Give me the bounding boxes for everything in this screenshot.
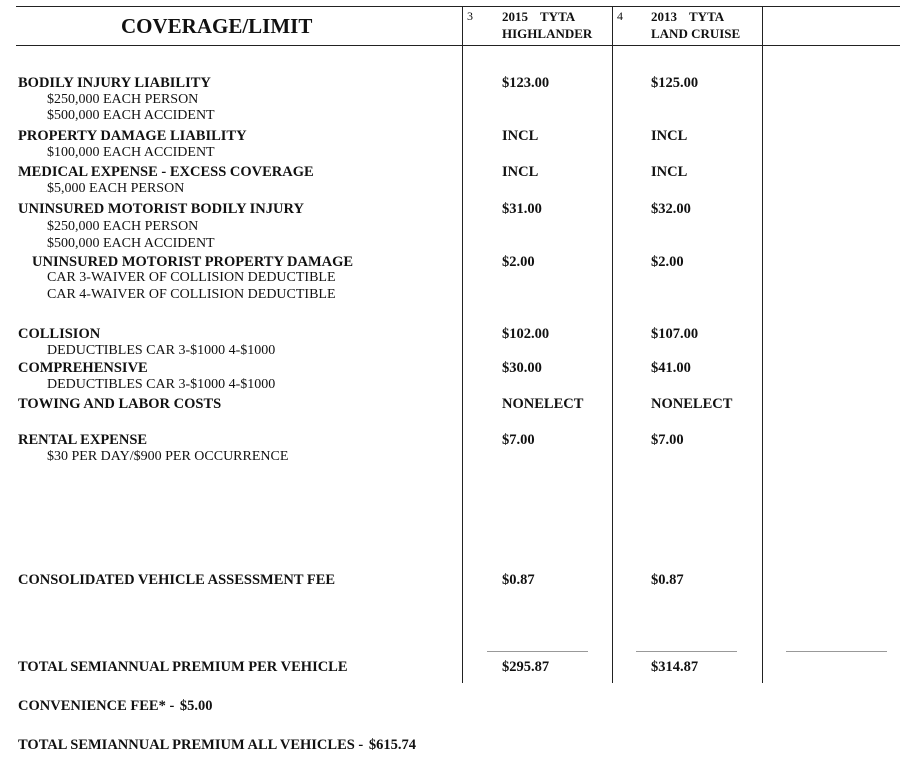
vehicle-4-header-line2: LAND CRUISE <box>651 26 741 41</box>
um-bodily-injury-premium-car-3: $31.00 <box>502 201 542 217</box>
column-divider-3 <box>762 6 763 683</box>
bodily-injury-premium-car-3: $123.00 <box>502 75 550 91</box>
convenience-fee-value: $5.00 <box>179 698 213 714</box>
coverage-bodily-injury-limit-2: $500,000 EACH ACCIDENT <box>47 108 215 123</box>
coverage-comprehensive-deductible: DEDUCTIBLES CAR 3-$1000 4-$1000 <box>47 377 276 392</box>
vehicle-3-number: 3 <box>467 9 473 23</box>
coverage-rental-expense-limit: $30 PER DAY/$900 PER OCCURRENCE <box>47 449 289 464</box>
coverage-um-property-damage-note-2: CAR 4-WAIVER OF COLLISION DEDUCTIBLE <box>47 287 336 302</box>
coverage-medical-expense-limit: $5,000 EACH PERSON <box>47 181 185 196</box>
coverage-property-damage-label: PROPERTY DAMAGE LIABILITY <box>18 128 247 144</box>
coverage-collision-label: COLLISION <box>18 326 101 342</box>
bodily-injury-premium-car-4: $125.00 <box>651 75 699 91</box>
vehicle-3-header-line2: HIGHLANDER <box>502 26 593 41</box>
total-all-vehicles-label: TOTAL SEMIANNUAL PREMIUM ALL VEHICLES - <box>18 737 364 753</box>
coverage-medical-expense-label: MEDICAL EXPENSE - EXCESS COVERAGE <box>18 164 314 180</box>
property-damage-premium-car-3: INCL <box>502 128 539 144</box>
coverage-um-property-damage-note-1: CAR 3-WAIVER OF COLLISION DEDUCTIBLE <box>47 270 336 285</box>
medical-expense-premium-car-3: INCL <box>502 164 539 180</box>
total-all-vehicles-line <box>18 737 416 754</box>
rental-expense-premium-car-3: $7.00 <box>502 432 535 448</box>
comprehensive-premium-car-4: $41.00 <box>651 360 691 376</box>
coverage-um-bodily-injury-label: UNINSURED MOTORIST BODILY INJURY <box>18 201 304 217</box>
column-divider-1 <box>462 6 463 683</box>
subtotal-rule-car-4 <box>636 651 737 652</box>
coverage-um-property-damage-label: UNINSURED MOTORIST PROPERTY DAMAGE <box>32 254 354 270</box>
coverage-property-damage-limit: $100,000 EACH ACCIDENT <box>47 145 215 160</box>
collision-premium-car-4: $107.00 <box>651 326 699 342</box>
header-bottom-rule <box>16 45 900 46</box>
coverage-rental-expense-label: RENTAL EXPENSE <box>18 432 148 448</box>
vehicle-3-header-line1: 2015 TYTA <box>502 9 576 24</box>
subtotal-rule-col-5 <box>786 651 887 652</box>
convenience-fee-line <box>18 698 213 715</box>
total-premium-car-3: $295.87 <box>502 659 550 675</box>
coverage-towing-label: TOWING AND LABOR COSTS <box>18 396 222 412</box>
page-title: COVERAGE/LIMIT <box>121 14 313 38</box>
coverage-bodily-injury-limit-1: $250,000 EACH PERSON <box>47 92 199 107</box>
medical-expense-premium-car-4: INCL <box>651 164 688 180</box>
subtotal-rule-car-3 <box>487 651 588 652</box>
total-all-vehicles-value: $615.74 <box>368 737 417 753</box>
coverage-comprehensive-label: COMPREHENSIVE <box>18 360 148 376</box>
um-bodily-injury-premium-car-4: $32.00 <box>651 201 691 217</box>
coverage-collision-deductible: DEDUCTIBLES CAR 3-$1000 4-$1000 <box>47 343 276 358</box>
property-damage-premium-car-4: INCL <box>651 128 688 144</box>
towing-premium-car-4: NONELECT <box>651 396 733 412</box>
coverage-cva-fee-label: CONSOLIDATED VEHICLE ASSESSMENT FEE <box>18 572 336 588</box>
collision-premium-car-3: $102.00 <box>502 326 550 342</box>
um-property-damage-premium-car-3: $2.00 <box>502 254 535 270</box>
vehicle-4-number: 4 <box>617 9 623 23</box>
column-divider-2 <box>612 6 613 683</box>
coverage-um-bodily-injury-limit-2: $500,000 EACH ACCIDENT <box>47 236 215 251</box>
cva-fee-car-3: $0.87 <box>502 572 535 588</box>
coverage-bodily-injury-label: BODILY INJURY LIABILITY <box>18 75 211 91</box>
um-property-damage-premium-car-4: $2.00 <box>651 254 684 270</box>
towing-premium-car-3: NONELECT <box>502 396 584 412</box>
comprehensive-premium-car-3: $30.00 <box>502 360 542 376</box>
header-top-rule <box>16 6 900 7</box>
vehicle-4-header-line1: 2013 TYTA <box>651 9 725 24</box>
cva-fee-car-4: $0.87 <box>651 572 684 588</box>
total-per-vehicle-label: TOTAL SEMIANNUAL PREMIUM PER VEHICLE <box>18 659 348 675</box>
coverage-um-bodily-injury-limit-1: $250,000 EACH PERSON <box>47 219 199 234</box>
rental-expense-premium-car-4: $7.00 <box>651 432 684 448</box>
total-premium-car-4: $314.87 <box>651 659 699 675</box>
convenience-fee-label: CONVENIENCE FEE* - <box>18 698 175 714</box>
